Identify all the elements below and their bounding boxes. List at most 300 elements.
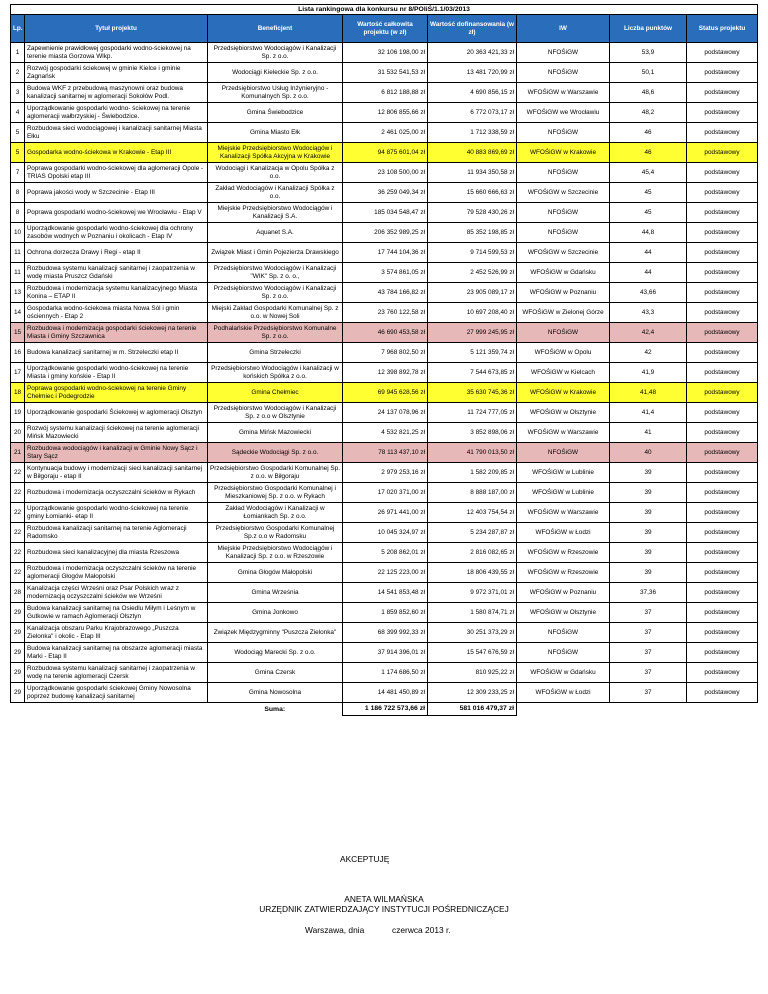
row-status: podstawowy [687,663,758,683]
row-status: podstawowy [687,263,758,283]
row-points: 37 [610,603,687,623]
row-title: Gospodarka wodno-ściekowa w Krakowie - Etap III [25,143,208,163]
row-total-value: 10 045 324,97 zł [343,523,428,543]
row-status: podstawowy [687,83,758,103]
row-title: Uporządkowanie gospodarki wodno-ściekowej na terenie Miasta i gminy końskie - Etap II [25,363,208,383]
row-lp: 28 [11,583,25,603]
row-lp: 21 [11,443,25,463]
row-iw: WFOŚiGW w Szczecinie [517,183,610,203]
row-iw: NFOŚiGW [517,623,610,643]
table-row [11,683,758,703]
row-total-value: 17 744 104,36 zł [343,243,428,263]
row-iw: WFOŚiGW w Opolu [517,343,610,363]
row-funding: 2 452 526,99 zł [428,263,517,283]
row-iw: WFOŚiGW we Wrocławiu [517,103,610,123]
row-title: Rozbudowa sieci kanalizacyjnej dla miasta Rzeszowa [25,543,208,563]
row-total-value: 7 968 802,50 zł [343,343,428,363]
row-title: Poprawa gospodarki wodno-ściekowej we Wrocławiu - Etap V [25,203,208,223]
row-beneficiary: Miejski Zakład Gospodarki Komunalnej Sp. z o.o. w Nowej Soli [208,303,343,323]
row-total-value: 26 971 441,00 zł [343,503,428,523]
row-funding: 1 582 209,85 zł [428,463,517,483]
row-iw: NFOŚiGW [517,643,610,663]
row-funding: 13 481 720,99 zł [428,63,517,83]
table-row [11,143,758,163]
row-lp: 15 [11,323,25,343]
row-status: podstawowy [687,223,758,243]
row-title: Zapewnienie prawidłowej gospodarki wodno-ściekowej na terenie miasta Gorzowa Wlkp. [25,43,208,63]
row-status: podstawowy [687,563,758,583]
row-status: podstawowy [687,503,758,523]
row-lp: 1 [11,43,25,63]
row-funding: 9 714 599,53 zł [428,243,517,263]
table-row [11,563,758,583]
row-points: 45 [610,183,687,203]
table-row [11,363,758,383]
row-total-value: 206 352 989,25 zł [343,223,428,243]
row-total-value: 94 875 601,04 zł [343,143,428,163]
row-iw: WFOŚiGW w Zielonej Górze [517,303,610,323]
row-total-value: 2 979 253,16 zł [343,463,428,483]
row-beneficiary: Miejskie Przedsiębiorstwo Wodociągów i Kanalizacji Spółka Akcyjna w Krakowie [208,143,343,163]
row-iw: WFOŚiGW w Warszawie [517,83,610,103]
row-iw: WFOŚiGW w Gdańsku [517,263,610,283]
row-points: 39 [610,503,687,523]
row-lp: 29 [11,643,25,663]
row-total-value: 23 108 500,00 zł [343,163,428,183]
row-status: podstawowy [687,603,758,623]
row-beneficiary: Sądeckie Wodociągi Sp. z o.o. [208,443,343,463]
row-total-value: 36 259 049,34 zł [343,183,428,203]
table-row [11,263,758,283]
table-row [11,123,758,143]
row-title: Poprawa gospodarki wodno-ściekowej na terenie Gminy Chełmiec i Podegrodzie [25,383,208,403]
table-row [11,463,758,483]
row-funding: 23 905 089,17 zł [428,283,517,303]
row-iw: NFOŚiGW [517,43,610,63]
row-lp: 16 [11,343,25,363]
row-status: podstawowy [687,463,758,483]
row-funding: 12 309 233,25 zł [428,683,517,703]
row-title: Rozbudowa i modernizacja systemu kanalizacyjnego Miasta Konina – ETAP II [25,283,208,303]
row-points: 39 [610,563,687,583]
row-lp: 11 [11,243,25,263]
row-points: 41 [610,423,687,443]
row-total-value: 4 532 821,25 zł [343,423,428,443]
row-total-value: 3 574 861,05 zł [343,263,428,283]
row-total-value: 23 760 122,58 zł [343,303,428,323]
table-row [11,443,758,463]
row-points: 44 [610,243,687,263]
row-status: podstawowy [687,383,758,403]
row-funding: 40 883 869,69 zł [428,143,517,163]
row-beneficiary: Przedsiębiorstwo Usług Inżynieryjno - Komunalnych Sp. z o.o. [208,83,343,103]
row-title: Kanalizacja obszaru Parku Krajobrazowego „Puszcza Zielonka" i okolic - Etap III [25,623,208,643]
row-title: Budowa WKF z przebudową maszynowni oraz budowa kanalizacji sanitarnej w aglomeracji Sokołów Podl. [25,83,208,103]
row-lp: 3 [11,83,25,103]
row-status: podstawowy [687,483,758,503]
row-funding: 2 816 082,65 zł [428,543,517,563]
row-iw: WFOŚiGW w Lublinie [517,483,610,503]
table-row [11,223,758,243]
row-total-value: 69 945 628,56 zł [343,383,428,403]
row-iw: WFOŚiGW w Łodzi [517,523,610,543]
row-funding: 8 888 187,00 zł [428,483,517,503]
row-status: podstawowy [687,443,758,463]
row-lp: 22 [11,503,25,523]
row-funding: 11 724 777,05 zł [428,403,517,423]
table-title: Lista rankingowa dla konkursu nr 8/POIiŚ/1.1/03/2013 [11,5,758,15]
row-points: 44,8 [610,223,687,243]
row-total-value: 24 137 078,96 zł [343,403,428,423]
row-status: podstawowy [687,163,758,183]
row-title: Budowa kanalizacji sanitarnej w m. Strzeleczki etap II [25,343,208,363]
row-iw: WFOŚiGW w Szczecinie [517,243,610,263]
row-iw: NFOŚiGW [517,223,610,243]
row-beneficiary: Związek Miast i Gmin Pojezierza Drawskiego [208,243,343,263]
row-title: Rozbudowa systemu kanalizacji sanitarnej i zaopatrzenia w wodę na terenie aglomeracji Czersk [25,663,208,683]
row-funding: 810 925,22 zł [428,663,517,683]
row-funding: 41 790 013,50 zł [428,443,517,463]
row-funding: 4 690 856,15 zł [428,83,517,103]
row-title: Gospodarka wodno-ściekowa miasta Nowa Sól i gmin ościennych - Etap 2 [25,303,208,323]
row-beneficiary: Przedsiębiorstwo Wodociągów i kanalizacji w końskich Spółka z o.o. [208,363,343,383]
row-iw: WFOŚiGW w Kielcach [517,363,610,383]
row-funding: 27 999 245,95 zł [428,323,517,343]
row-status: podstawowy [687,143,758,163]
row-iw: NFOŚiGW [517,63,610,83]
row-beneficiary: Zakład Wodociągów i Kanalizacji Spółka z o.o. [208,183,343,203]
row-beneficiary: Związek Międzygminny "Puszcza Zielonka" [208,623,343,643]
table-row [11,583,758,603]
row-beneficiary: Gmina Nowosolna [208,683,343,703]
row-total-value: 31 532 541,53 zł [343,63,428,83]
table-row [11,503,758,523]
row-title: Rozwój systemu kanalizacji ściekowej na terenie aglomeracji Mińsk Mazowiecki [25,423,208,443]
row-funding: 6 772 073,17 zł [428,103,517,123]
row-beneficiary: Przedsiębiorstwo Gospodarki Komunalnej Sp. z o.o. w Biłgoraju [208,463,343,483]
row-beneficiary: Gmina Jonkowo [208,603,343,623]
row-status: podstawowy [687,303,758,323]
row-lp: 14 [11,303,25,323]
row-total-value: 12 398 892,78 zł [343,363,428,383]
row-total-value: 78 113 437,10 zł [343,443,428,463]
row-lp: 5 [11,143,25,163]
table-row [11,63,758,83]
row-status: podstawowy [687,283,758,303]
ranking-sheet [10,4,757,716]
date-month: czerwca 2013 r. [392,925,451,935]
row-points: 45 [610,203,687,223]
row-lp: 22 [11,523,25,543]
row-points: 37 [610,683,687,703]
row-funding: 10 697 208,40 zł [428,303,517,323]
row-points: 43,3 [610,303,687,323]
row-title: Ochrona dorzecza Drawy i Regi - etap II [25,243,208,263]
row-title: Uporządkowanie gospodarki ściekowej Gminy Nowosolna poprzez budowę kanalizacji sanitarnej [25,683,208,703]
row-beneficiary: Gmina Świebodzice [208,103,343,123]
row-beneficiary: Aquanet S.A. [208,223,343,243]
table-row [11,623,758,643]
table-row [11,323,758,343]
row-status: podstawowy [687,323,758,343]
header-lp: Lp. [11,15,25,43]
row-title: Uporządkowanie gospodarki wodno-ściekowej na terenie gminy Łomianki- etap II [25,503,208,523]
row-total-value: 2 461 025,00 zł [343,123,428,143]
row-beneficiary: Gmina Chełmiec [208,383,343,403]
row-lp: 22 [11,543,25,563]
row-total-value: 32 106 198,00 zł [343,43,428,63]
row-status: podstawowy [687,523,758,543]
row-funding: 7 544 673,85 zł [428,363,517,383]
row-funding: 20 363 421,33 zł [428,43,517,63]
row-funding: 9 972 371,01 zł [428,583,517,603]
row-beneficiary: Zakład Wodociągów i Kanalizacji w Łomiankach Sp. z o.o. [208,503,343,523]
table-row [11,203,758,223]
row-points: 41,48 [610,383,687,403]
table-row [11,163,758,183]
table-row [11,663,758,683]
sum-label: Suma: [264,705,286,713]
row-total-value: 1 174 686,50 zł [343,663,428,683]
row-iw: NFOŚiGW [517,163,610,183]
row-lp: 13 [11,283,25,303]
table-row [11,383,758,403]
table-body [11,43,758,703]
row-beneficiary: Gmina Września [208,583,343,603]
row-iw: NFOŚiGW [517,443,610,463]
row-title: Rozbudowa wodociągów i kanalizacji w Gminie Nowy Sącz i Stary Sącz [25,443,208,463]
row-funding: 15 547 676,59 zł [428,643,517,663]
row-title: Kanalizacja części Wrześni oraz Psar Polskich wraz z modernizacją oczyszczalni ścieków we Wrześni [25,583,208,603]
row-funding: 79 528 430,26 zł [428,203,517,223]
row-points: 43,66 [610,283,687,303]
accept-label: AKCEPTUJĘ [340,854,390,864]
row-beneficiary: Przedsiębiorstwo Wodociągów i Kanalizacji Sp. z o.o. [208,43,343,63]
table-row [11,483,758,503]
header-funding: Wartość dofinansowania (w zł) [428,15,517,43]
row-title: Rozbudowa i modernizacja gospodarki ściekowej na terenie Miasta i Gminy Szczawnica [25,323,208,343]
row-points: 37,36 [610,583,687,603]
row-total-value: 46 690 453,58 zł [343,323,428,343]
row-total-value: 5 208 862,01 zł [343,543,428,563]
row-status: podstawowy [687,683,758,703]
row-points: 44 [610,263,687,283]
row-lp: 11 [11,263,25,283]
row-lp: 17 [11,363,25,383]
row-points: 39 [610,483,687,503]
row-points: 48,2 [610,103,687,123]
row-beneficiary: Przedsiębiorstwo Gospodarki Komunalnej i Mieszkaniowej Sp. z o.o. w Rykach [208,483,343,503]
row-total-value: 12 806 855,66 zł [343,103,428,123]
row-iw: NFOŚiGW [517,203,610,223]
table-row [11,43,758,63]
row-iw: WFOŚiGW w Lublinie [517,463,610,483]
row-status: podstawowy [687,403,758,423]
table-row [11,403,758,423]
row-points: 37 [610,663,687,683]
row-lp: 7 [11,163,25,183]
row-lp: 19 [11,403,25,423]
header-iw: IW [517,15,610,43]
row-title: Uporządkowanie gospodarki Ściekowej w aglomeracji Olsztyn [25,403,208,423]
header-beneficiary: Beneficjent [208,15,343,43]
row-funding: 85 352 198,85 zł [428,223,517,243]
row-points: 41,9 [610,363,687,383]
row-lp: 22 [11,463,25,483]
table-row [11,243,758,263]
row-funding: 11 934 350,58 zł [428,163,517,183]
row-status: podstawowy [687,343,758,363]
row-total-value: 14 541 853,48 zł [343,583,428,603]
row-points: 42 [610,343,687,363]
row-funding: 1 712 338,59 zł [428,123,517,143]
row-beneficiary: Miejskie Przedsiębiorstwo Wodociągów i Kanalizacji S.A. [208,203,343,223]
row-points: 37 [610,623,687,643]
row-lp: 20 [11,423,25,443]
row-lp: 4 [11,103,25,123]
row-iw: NFOŚiGW [517,123,610,143]
row-lp: 29 [11,683,25,703]
row-lp: 8 [11,203,25,223]
row-iw: WFOŚiGW w Krakowie [517,383,610,403]
row-status: podstawowy [687,583,758,603]
table-row [11,103,758,123]
row-points: 39 [610,523,687,543]
row-funding: 12 403 754,54 zł [428,503,517,523]
signatory-name: ANETA WILMAŃSKA [344,894,424,904]
row-points: 46 [610,123,687,143]
row-status: podstawowy [687,623,758,643]
row-beneficiary: Przedsiębiorstwo Wodociągów i Kanalizacji Sp. z o.o w Olsztynie [208,403,343,423]
signatory-role: URZĘDNIK ZATWIERDZAJĄCY INSTYTUCJI POŚREDNICZĄCEJ [259,904,509,914]
row-points: 39 [610,543,687,563]
row-status: podstawowy [687,423,758,443]
table-row [11,303,758,323]
row-title: Rozwój gospodarki ściekowej w gminie Kielce i gminie Zagnańsk [25,63,208,83]
row-status: podstawowy [687,643,758,663]
row-points: 37 [610,643,687,663]
header-row [11,15,758,43]
table-row [11,283,758,303]
row-beneficiary: Wodociągi i Kanalizacja w Opolu Spółka z o.o. [208,163,343,183]
table-row [11,543,758,563]
row-funding: 30 251 373,29 zł [428,623,517,643]
row-title: Poprawa gospodarki wodno-ściekowej dla aglomeracji Opole - TRIAS Opolski etap III [25,163,208,183]
row-beneficiary: Wodociąg Marecki Sp. z o.o. [208,643,343,663]
row-points: 41,4 [610,403,687,423]
header-status: Status projektu [687,15,758,43]
row-lp: 29 [11,603,25,623]
table-row [11,343,758,363]
row-iw: WFOŚiGW w Warszawie [517,423,610,443]
table-row [11,603,758,623]
row-status: podstawowy [687,203,758,223]
row-iw: WFOŚiGW w Poznaniu [517,283,610,303]
row-iw: WFOŚiGW w Warszawie [517,503,610,523]
row-total-value: 1 859 852,60 zł [343,603,428,623]
row-total-value: 22 125 223,00 zł [343,563,428,583]
row-total-value: 6 812 188,88 zł [343,83,428,103]
ranking-table [10,4,758,716]
row-beneficiary: Gmina Miasto Ełk [208,123,343,143]
row-iw: WFOŚiGW w Rzeszowie [517,563,610,583]
table-row [11,523,758,543]
row-beneficiary: Przedsiębiorstwo Wodociągów i Kanalizacji Sp. z o.o. [208,283,343,303]
row-total-value: 17 020 371,00 zł [343,483,428,503]
row-points: 40 [610,443,687,463]
row-lp: 10 [11,223,25,243]
row-funding: 1 580 874,71 zł [428,603,517,623]
row-iw: WFOŚiGW w Krakowie [517,143,610,163]
row-status: podstawowy [687,123,758,143]
row-lp: 5 [11,123,25,143]
row-lp: 29 [11,623,25,643]
row-total-value: 43 784 166,82 zł [343,283,428,303]
header-points: Liczba punktów [610,15,687,43]
row-points: 48,6 [610,83,687,103]
row-beneficiary: Gmina Strzeleczki [208,343,343,363]
row-title: Rozbudowa i modernizacja oczyszczalni ścieków w Rykach [25,483,208,503]
row-iw: WFOŚiGW w Łodzi [517,683,610,703]
row-funding: 5 121 359,74 zł [428,343,517,363]
row-total-value: 185 034 548,47 zł [343,203,428,223]
row-title: Rozbudowa systemu kanalizacji sanitarnej i zaopatrzenia w wodę miasta Pruszcz Gdański [25,263,208,283]
row-title: Uporządkowanie gospodarki wodno-ściekowej dla ochrony zasobów wodnych w Poznaniu i okolicach - Etap IV [25,223,208,243]
sum-total-value: 1 186 722 573,66 zł [343,703,428,716]
row-beneficiary: Miejskie Przedsiębiorstwo Wodociągów i Kanalizacji Sp. z o.o. w Rzeszowie [208,543,343,563]
row-title: Kontynuacja budowy i modernizacji sieci kanalizacji sanitarnej w Biłgoraju - etap II [25,463,208,483]
row-beneficiary: Przedsiębiorstwo Gospodarki Komunalnej Sp.z o.o w Radomsku [208,523,343,543]
row-lp: 29 [11,663,25,683]
row-status: podstawowy [687,183,758,203]
row-lp: 2 [11,63,25,83]
table-row [11,83,758,103]
row-iw: WFOŚiGW w Olsztynie [517,403,610,423]
row-beneficiary: Gmina Mińsk Mazowiecki [208,423,343,443]
row-title: Poprawa jakości wody w Szczecinie - Etap III [25,183,208,203]
row-iw: WFOŚiGW w Rzeszowie [517,543,610,563]
row-lp: 18 [11,383,25,403]
sum-row [11,703,758,716]
row-funding: 3 852 898,06 zł [428,423,517,443]
row-status: podstawowy [687,103,758,123]
row-points: 46 [610,143,687,163]
row-total-value: 14 481 450,89 zł [343,683,428,703]
row-points: 39 [610,463,687,483]
row-status: podstawowy [687,43,758,63]
row-beneficiary: Wodociągi Kieleckie Sp. z o.o. [208,63,343,83]
table-row [11,183,758,203]
row-lp: 22 [11,483,25,503]
row-title: Budowa kanalizacji sanitarnej na Osiedlu Miłym i Leśnym w Gutkowie w ramach Aglomeracji Olsztyn [25,603,208,623]
row-points: 53,9 [610,43,687,63]
row-beneficiary: Przedsiębiorstwo Wodociągów i Kanalizacji "WIK" Sp. z o. o., [208,263,343,283]
row-funding: 18 806 439,55 zł [428,563,517,583]
row-funding: 15 660 666,63 zł [428,183,517,203]
table-row [11,423,758,443]
row-iw: NFOŚiGW [517,323,610,343]
row-points: 45,4 [610,163,687,183]
date-city: Warszawa, dnia [305,925,365,935]
row-title: Rozbudowa i modernizacja oczyszczalni ścieków na terenie aglomeracji Głogów Małopolski [25,563,208,583]
row-funding: 35 630 745,36 zł [428,383,517,403]
row-points: 42,4 [610,323,687,343]
row-iw: WFOŚiGW w Poznaniu [517,583,610,603]
sum-funding: 581 016 479,37 zł [428,703,517,716]
row-points: 50,1 [610,63,687,83]
row-beneficiary: Gmina Czersk [208,663,343,683]
header-total-value: Wartość całkowita projektu (w zł) [343,15,428,43]
